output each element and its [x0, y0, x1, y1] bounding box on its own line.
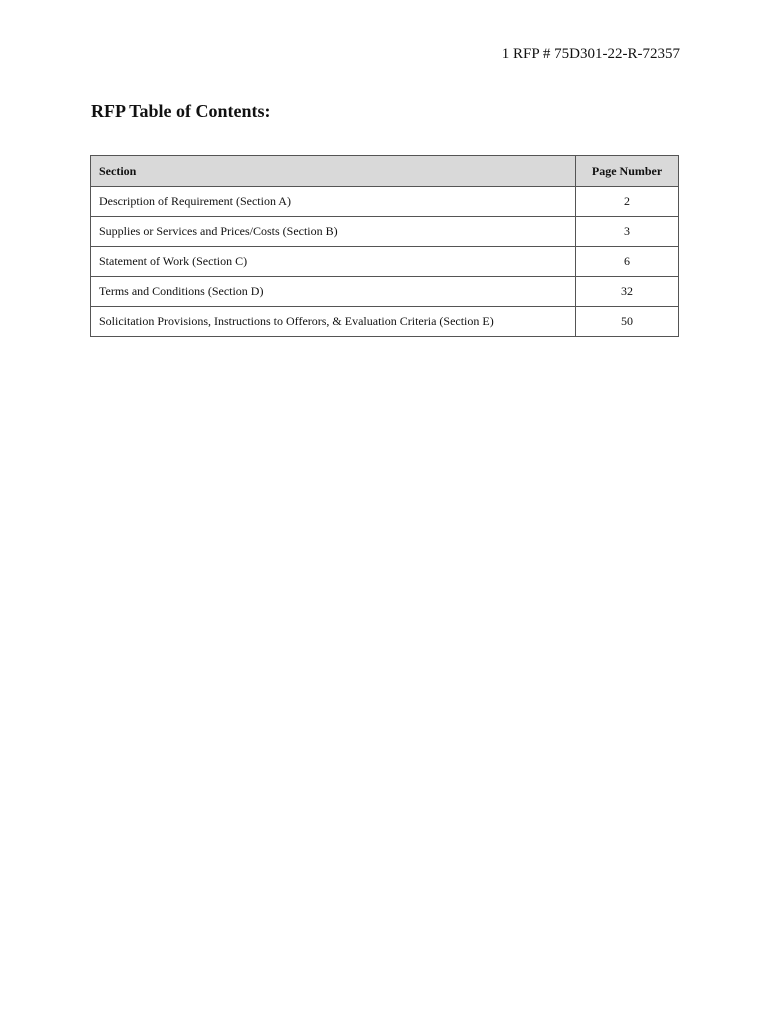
- column-header-section: Section: [91, 156, 576, 187]
- table-of-contents: [90, 155, 679, 337]
- page-number-cell: 32: [576, 277, 679, 307]
- column-header-page-number: Page Number: [576, 156, 679, 187]
- table-row: [91, 247, 679, 277]
- table-row: [91, 187, 679, 217]
- table-row: [91, 277, 679, 307]
- section-cell: Description of Requirement (Section A): [91, 187, 576, 217]
- page-number-cell: 50: [576, 307, 679, 337]
- table-row: [91, 307, 679, 337]
- table-header: [91, 156, 679, 187]
- table-header-row: [91, 156, 679, 187]
- section-cell: Supplies or Services and Prices/Costs (Section B): [91, 217, 576, 247]
- page-number-cell: 6: [576, 247, 679, 277]
- page-number-cell: 3: [576, 217, 679, 247]
- section-cell: Terms and Conditions (Section D): [91, 277, 576, 307]
- page-header-rfp-number: 1 RFP # 75D301-22-R-72357: [501, 46, 680, 62]
- section-cell: Solicitation Provisions, Instructions to Offerors, & Evaluation Criteria (Section E): [91, 307, 576, 337]
- page-number-cell: 2: [576, 187, 679, 217]
- section-cell: Statement of Work (Section C): [91, 247, 576, 277]
- page-title: RFP Table of Contents:: [91, 101, 271, 121]
- table-row: [91, 217, 679, 247]
- table-body: [91, 187, 679, 337]
